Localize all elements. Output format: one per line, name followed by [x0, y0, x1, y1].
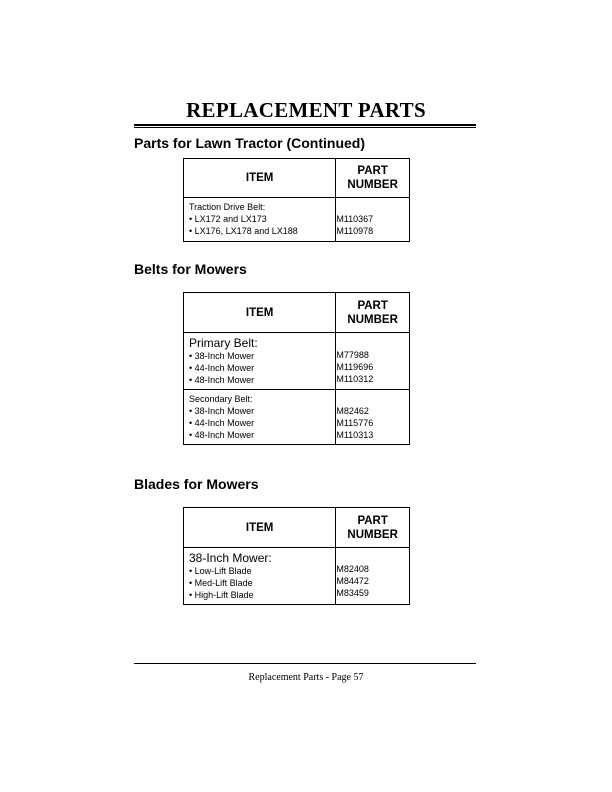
item-cell [184, 548, 336, 605]
part-number: M77988 [336, 350, 369, 360]
header-part-number [336, 508, 410, 548]
part-number: M82408 [336, 564, 369, 574]
item-line: • Low-Lift Blade [189, 566, 252, 576]
table-row [184, 198, 410, 242]
item-line: • High-Lift Blade [189, 590, 254, 600]
item-line: • 48-Inch Mower [189, 430, 255, 440]
part-number: M119696 [336, 362, 374, 372]
part-cell [336, 333, 410, 390]
parts-table-blades [183, 507, 410, 605]
table-row [184, 333, 410, 390]
parts-table-belts [183, 292, 410, 445]
item-cell [184, 198, 336, 242]
header-item: ITEM [184, 508, 336, 548]
item-line: • 44-Inch Mower [189, 418, 255, 428]
item-line: • 38-Inch Mower [189, 351, 255, 361]
part-number: M110313 [336, 430, 374, 440]
page-title: REPLACEMENT PARTS [186, 98, 426, 122]
table-header-row [184, 293, 410, 333]
header-part-number [336, 159, 410, 198]
part-cell [336, 198, 410, 242]
footer-rule [134, 663, 476, 664]
header-item: ITEM [184, 293, 336, 333]
item-line: • 44-Inch Mower [189, 363, 255, 373]
group-label: Traction Drive Belt: [189, 202, 266, 212]
part-cell [336, 548, 410, 605]
part-number: M84472 [336, 576, 369, 586]
item-line: • LX176, LX178 and LX188 [189, 226, 298, 236]
section-heading-blades: Blades for Mowers [134, 476, 259, 492]
parts-table-lawn-tractor [183, 158, 410, 242]
header-part-number [336, 293, 410, 333]
header-part-line1: PART [357, 514, 388, 527]
part-cell [336, 390, 410, 445]
item-cell [184, 390, 336, 445]
group-label: 38-Inch Mower: [189, 551, 272, 565]
item-line: • 48-Inch Mower [189, 375, 255, 385]
part-number: M115776 [336, 418, 374, 428]
title-rule [134, 124, 476, 126]
item-line: • 38-Inch Mower [189, 406, 255, 416]
header-part-line2: NUMBER [347, 528, 398, 541]
header-part-line1: PART [357, 165, 388, 177]
table-row [184, 390, 410, 445]
table-header-row [184, 508, 410, 548]
item-cell [184, 333, 336, 390]
item-line: • LX172 and LX173 [189, 214, 267, 224]
part-number: M110312 [336, 374, 374, 384]
header-part-line2: NUMBER [347, 313, 398, 326]
part-number: M83459 [336, 588, 369, 598]
table-header-row [184, 159, 410, 198]
header-item: ITEM [184, 159, 336, 198]
table-row [184, 548, 410, 605]
section-heading-belts: Belts for Mowers [134, 261, 247, 277]
group-label: Primary Belt: [189, 336, 258, 350]
header-part-line1: PART [357, 299, 388, 312]
part-number: M110978 [336, 226, 374, 236]
part-number: M110367 [336, 214, 374, 224]
group-label: Secondary Belt: [189, 394, 253, 404]
section-heading-lawn-tractor: Parts for Lawn Tractor (Continued) [134, 135, 366, 151]
title-rule-thin [134, 127, 476, 128]
page-footer: Replacement Parts - Page 57 [248, 672, 364, 683]
header-part-line2: NUMBER [347, 179, 398, 191]
item-line: • Med-Lift Blade [189, 578, 253, 588]
part-number: M82462 [336, 406, 369, 416]
